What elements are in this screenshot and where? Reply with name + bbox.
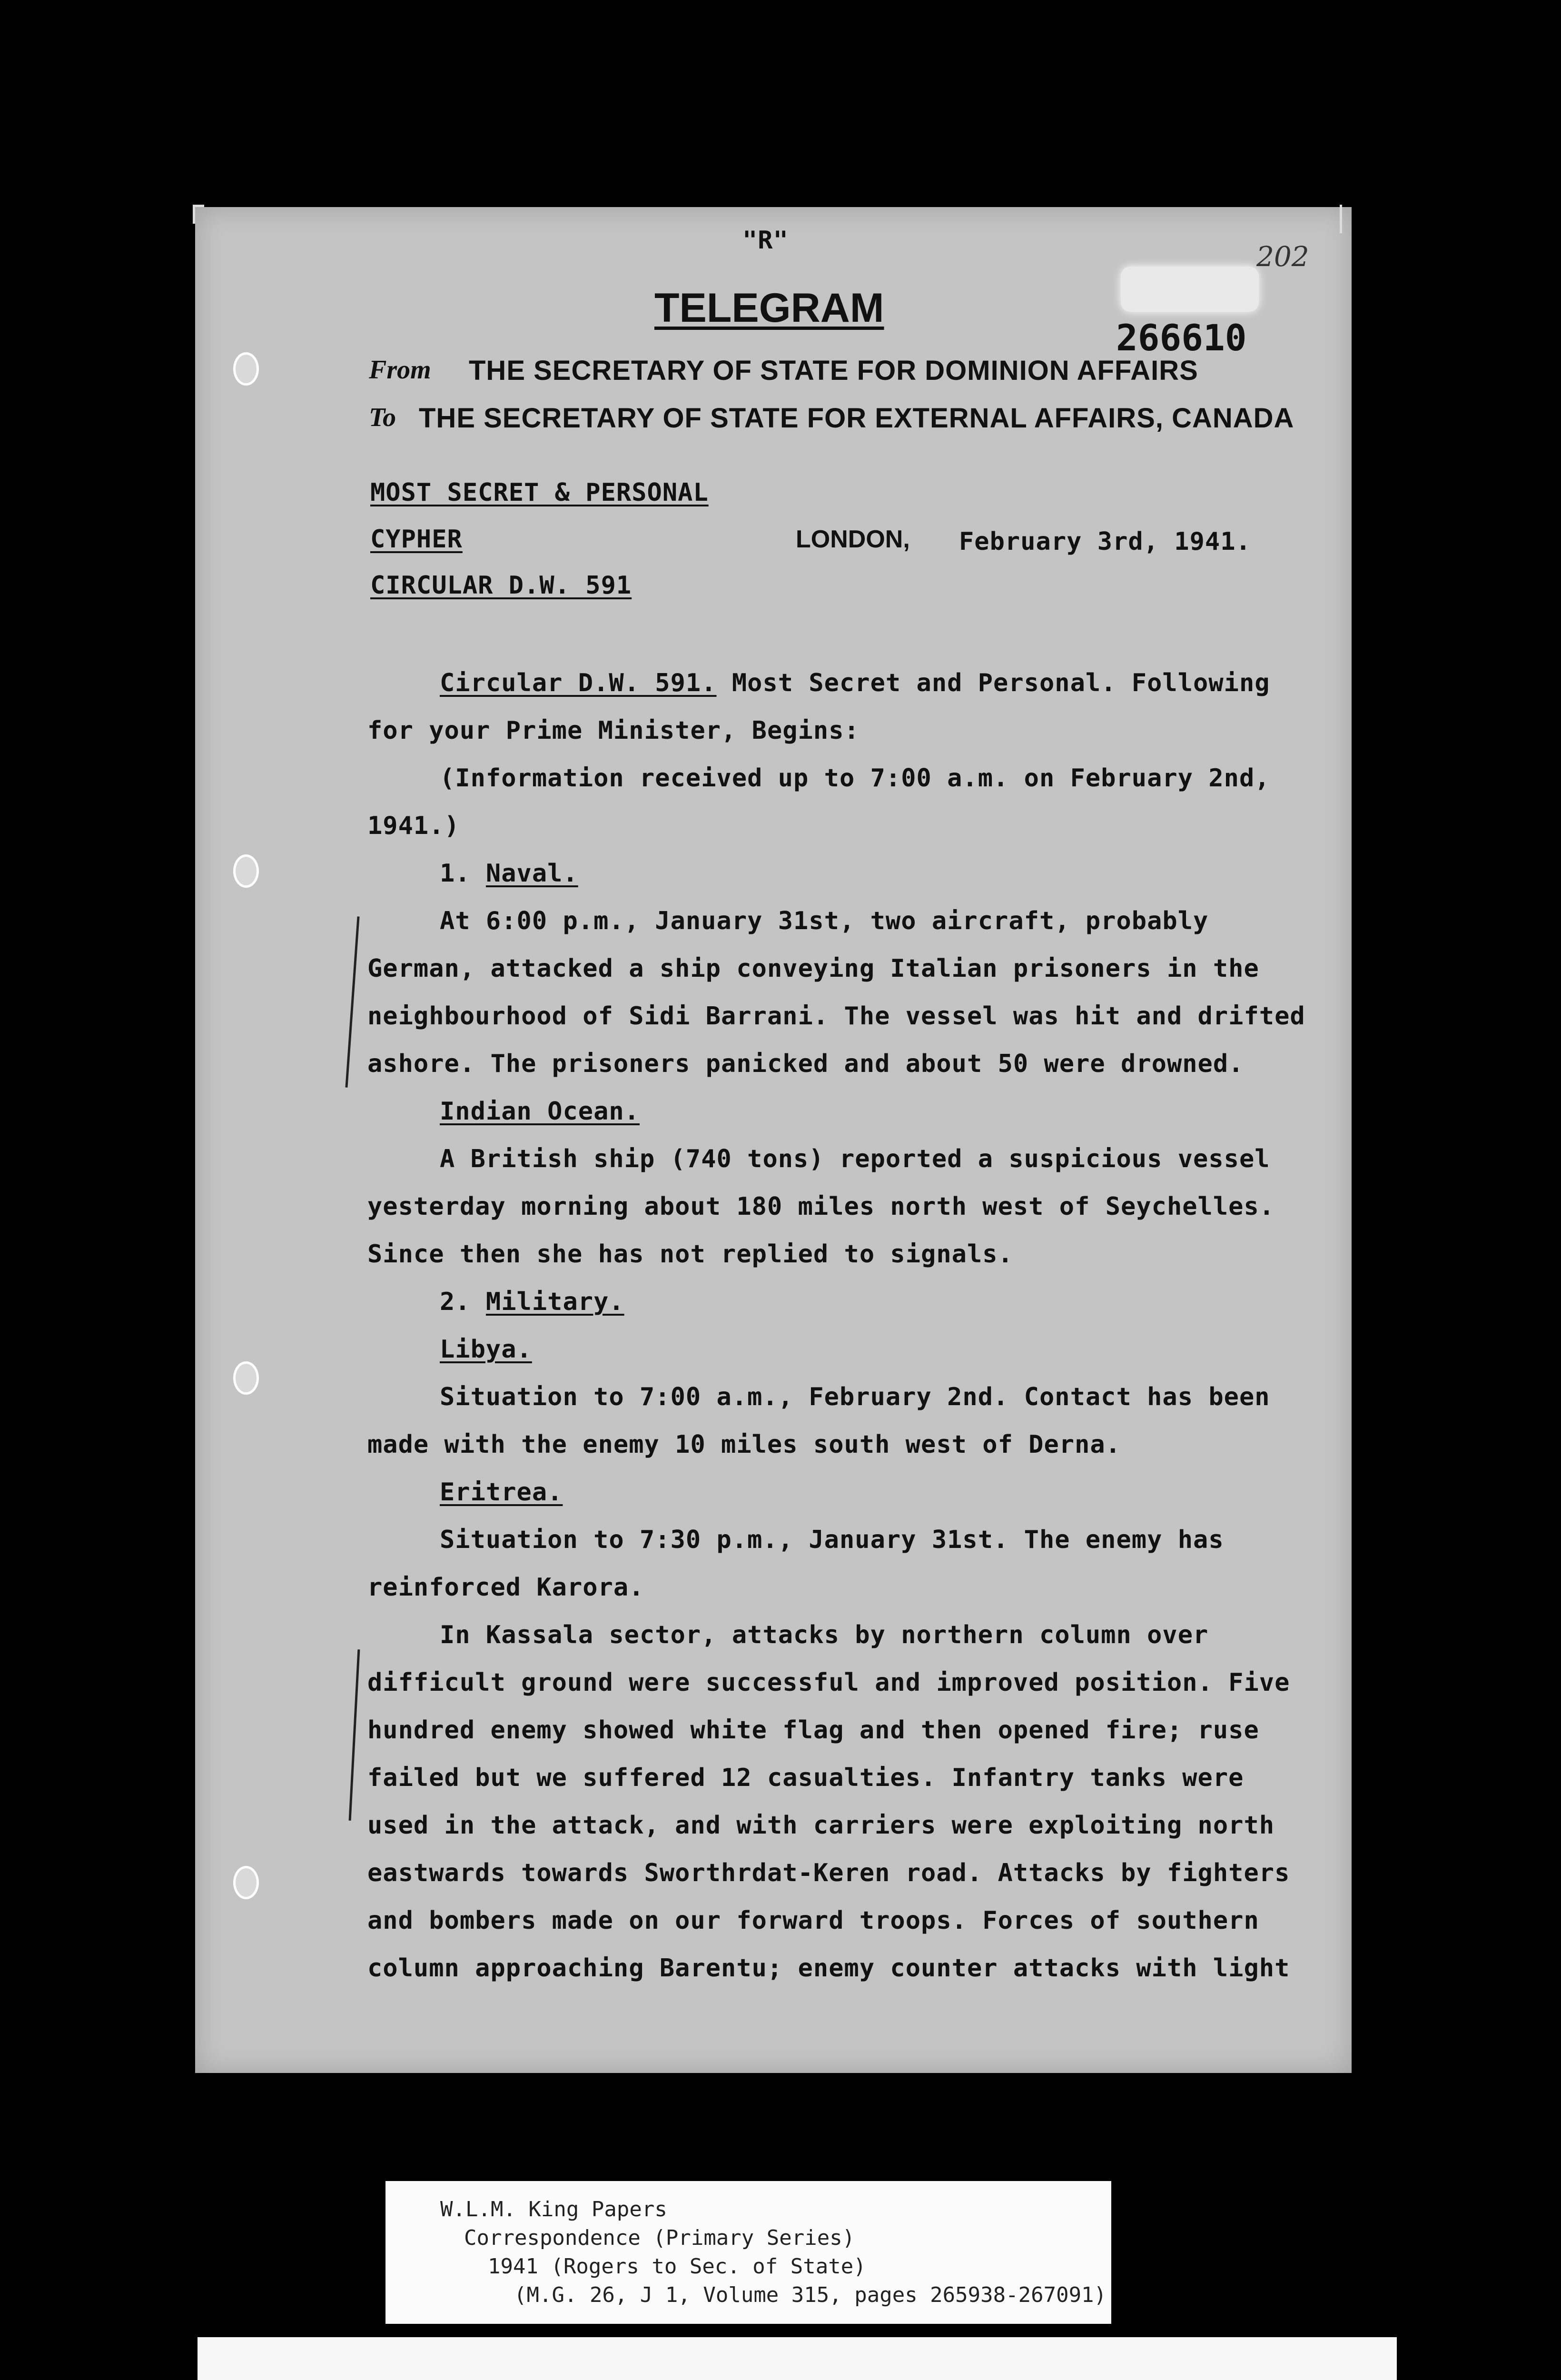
punch-hole (233, 352, 259, 386)
body-line (440, 1478, 563, 1507)
body-line (367, 1906, 1259, 1935)
body-line (367, 1716, 1259, 1745)
body-text: 1941.) (367, 812, 460, 840)
document-number: 266610 (1116, 317, 1247, 359)
place: LONDON, (796, 526, 910, 553)
to-value: THE SECRETARY OF STATE FOR EXTERNAL AFFAIRS, CANADA (419, 403, 1294, 434)
punch-hole (233, 1866, 259, 1899)
body-text: yesterday morning about 180 miles north west of Seychelles. (367, 1192, 1275, 1221)
body-line (367, 1954, 1290, 1983)
body-text: Most Secret and Personal. Following (716, 669, 1270, 697)
body-text: reinforced Karora. (367, 1573, 644, 1602)
body-text: German, attacked a ship conveying Italian prisoners in the (367, 954, 1259, 983)
page-title: TELEGRAM (654, 285, 884, 331)
body-line (440, 1097, 640, 1126)
body-text: At 6:00 p.m., January 31st, two aircraft, probably (440, 907, 1209, 935)
body-line (367, 1192, 1274, 1221)
telegram-sheet (195, 207, 1352, 2073)
body-line (440, 1383, 1270, 1411)
from-value: THE SECRETARY OF STATE FOR DOMINION AFFAIRS (469, 355, 1198, 386)
body-line (440, 1288, 624, 1316)
body-line (367, 812, 460, 840)
body-line (367, 1668, 1290, 1697)
punch-hole (233, 1361, 259, 1395)
body-text: column approaching Barentu; enemy counter attacks with light (367, 1954, 1290, 1983)
body-text: neighbourhood of Sidi Barrani. The vessel was hit and drifted (367, 1002, 1305, 1031)
circular-reference: CIRCULAR D.W. 591 (370, 571, 632, 600)
body-line (440, 1621, 1208, 1649)
body-heading: Eritrea. (440, 1478, 563, 1507)
collection-label (385, 2181, 1111, 2324)
body-line (367, 1811, 1274, 1840)
body-line (367, 1240, 1013, 1269)
body-text: eastwards towards Sworthrdat-Keren road. Attacks by fighters (367, 1859, 1290, 1887)
body-line (440, 859, 578, 888)
body-line (440, 907, 1208, 935)
archive-banner (198, 2337, 1397, 2380)
body-heading: Military. (485, 1288, 624, 1316)
body-heading: Naval. (485, 859, 578, 888)
body-text: (Information received up to 7:00 a.m. on February 2nd, (440, 764, 1270, 793)
body-line (367, 716, 860, 745)
body-text: Situation to 7:00 a.m., February 2nd. Contact has been (440, 1383, 1270, 1411)
r-mark: "R" (742, 226, 789, 255)
body-line (367, 954, 1259, 983)
body-text: difficult ground were successful and improved position. Five (367, 1668, 1290, 1697)
body-text: 1. (440, 859, 486, 888)
body-text: failed but we suffered 12 casualties. Infantry tanks were (367, 1764, 1244, 1792)
punch-hole (233, 854, 259, 888)
body-text: Situation to 7:30 p.m., January 31st. The enemy has (440, 1526, 1224, 1554)
body-text: used in the attack, and with carriers were exploiting north (367, 1811, 1275, 1840)
body-line (367, 1859, 1290, 1887)
corner-mark (193, 205, 195, 224)
body-text: made with the enemy 10 miles south west of Derna. (367, 1430, 1121, 1459)
body-line (367, 1430, 1121, 1459)
body-text: hundred enemy showed white flag and then opened fire; ruse (367, 1716, 1259, 1745)
transmission-method: CYPHER (370, 525, 463, 554)
body-line (367, 1573, 644, 1602)
to-label: To (369, 403, 396, 432)
body-text: ashore. The prisoners panicked and about 50 were drowned. (367, 1050, 1244, 1078)
body-text: and bombers made on our forward troops. Forces of southern (367, 1906, 1259, 1935)
body-heading: Circular D.W. 591. (440, 669, 717, 697)
body-line (440, 1526, 1224, 1554)
body-text: 2. (440, 1288, 486, 1316)
label-line: (M.G. 26, J 1, Volume 315, pages 265938-267091) (514, 2283, 1107, 2307)
classification: MOST SECRET & PERSONAL (370, 478, 709, 507)
label-line: 1941 (Rogers to Sec. of State) (488, 2254, 866, 2279)
body-heading: Libya. (440, 1335, 532, 1364)
body-line (440, 764, 1270, 793)
label-line: Correspondence (Primary Series) (464, 2226, 855, 2250)
body-line (440, 669, 1270, 697)
number-stamp-smudge (1121, 267, 1259, 312)
body-line (440, 1145, 1270, 1173)
body-heading: Indian Ocean. (440, 1097, 640, 1126)
body-line (367, 1764, 1244, 1792)
body-text: for your Prime Minister, Begins: (367, 716, 860, 745)
from-label: From (369, 355, 431, 385)
body-line (440, 1335, 532, 1364)
date: February 3rd, 1941. (959, 527, 1251, 556)
body-text: In Kassala sector, attacks by northern column over (440, 1621, 1209, 1649)
label-line: W.L.M. King Papers (440, 2197, 667, 2221)
body-line (367, 1002, 1305, 1031)
corner-mark (1340, 205, 1342, 233)
body-line (367, 1050, 1244, 1078)
body-text: Since then she has not replied to signals. (367, 1240, 1013, 1269)
pencil-note: 202 (1256, 240, 1309, 273)
body-text: A British ship (740 tons) reported a suspicious vessel (440, 1145, 1270, 1173)
